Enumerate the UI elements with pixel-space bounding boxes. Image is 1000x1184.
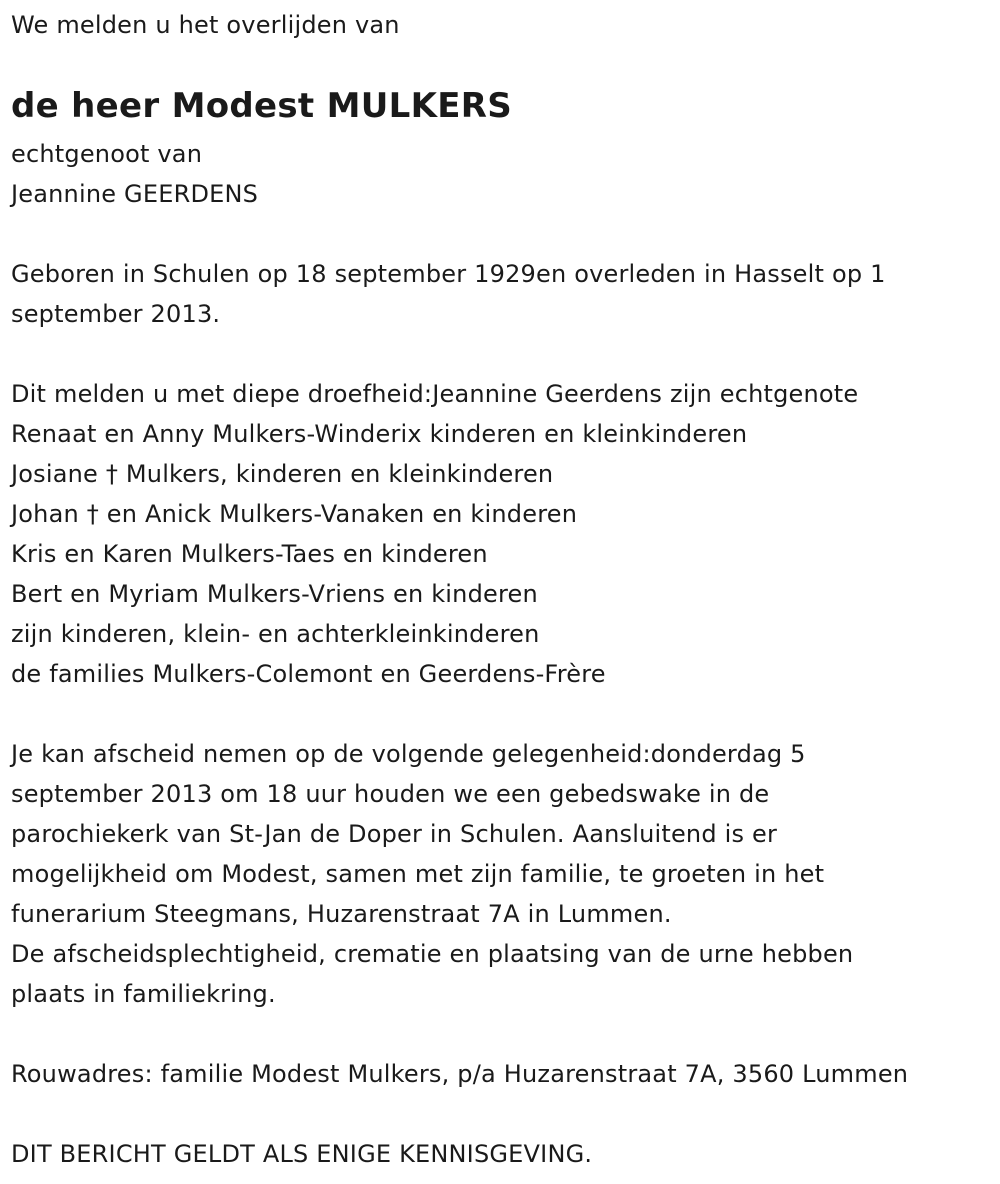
farewell-line: funerarium Steegmans, Huzarenstraat 7A in Lummen.: [11, 900, 672, 928]
mourner-line: Bert en Myriam Mulkers-Vriens en kinderen: [11, 580, 538, 608]
intro-text: We melden u het overlijden van: [11, 11, 400, 39]
mourner-line: Dit melden u met diepe droefheid:Jeannine Geerdens zijn echtgenote: [11, 380, 859, 408]
farewell-line: De afscheidsplechtigheid, crematie en plaatsing van de urne hebben: [11, 940, 854, 968]
sole-notice: DIT BERICHT GELDT ALS ENIGE KENNISGEVING.: [11, 1140, 593, 1168]
birth-death-line: Geboren in Schulen op 18 september 1929en overleden in Hasselt op 1: [11, 260, 886, 288]
mourning-address: Rouwadres: familie Modest Mulkers, p/a Huzarenstraat 7A, 3560 Lummen: [11, 1060, 909, 1088]
mourner-line: Renaat en Anny Mulkers-Winderix kinderen en kleinkinderen: [11, 420, 748, 448]
farewell-line: parochiekerk van St-Jan de Doper in Schulen. Aansluitend is er: [11, 820, 778, 848]
farewell-line: mogelijkheid om Modest, samen met zijn familie, te groeten in het: [11, 860, 825, 888]
birth-death-line: september 2013.: [11, 300, 221, 328]
mourner-line: zijn kinderen, klein- en achterkleinkinderen: [11, 620, 540, 648]
farewell-line: plaats in familiekring.: [11, 980, 276, 1008]
spouse-label: echtgenoot van: [11, 140, 203, 168]
farewell-line: september 2013 om 18 uur houden we een gebedswake in de: [11, 780, 770, 808]
mourner-line: de families Mulkers-Colemont en Geerdens-Frère: [11, 660, 606, 688]
mourner-line: Kris en Karen Mulkers-Taes en kinderen: [11, 540, 488, 568]
deceased-name: de heer Modest MULKERS: [11, 86, 513, 126]
mourner-line: Johan † en Anick Mulkers-Vanaken en kinderen: [11, 500, 578, 528]
spouse-name: Jeannine GEERDENS: [11, 180, 259, 208]
mourner-line: Josiane † Mulkers, kinderen en kleinkinderen: [11, 460, 554, 488]
farewell-line: Je kan afscheid nemen op de volgende gelegenheid:donderdag 5: [11, 740, 806, 768]
